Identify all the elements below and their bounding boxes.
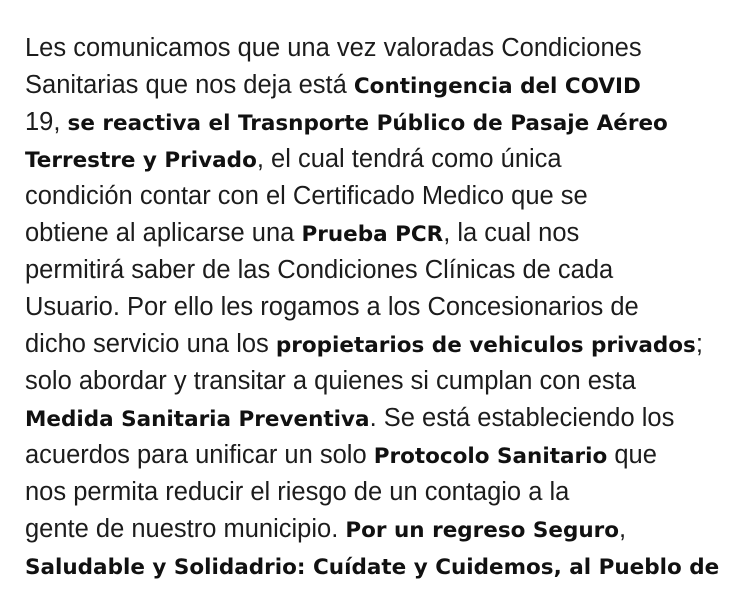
text-line <box>25 474 725 511</box>
text-segment: acuerdos para unificar un solo <box>25 441 374 469</box>
text-segment: Usuario. Por ello les rogamos a los Concesionarios de <box>25 293 639 321</box>
text-segment: ; <box>695 330 703 358</box>
bold-text-segment: Saludable y Solidadrio: Cuídate y Cuidemos, al Pueblo de <box>25 555 720 580</box>
bold-text-segment: se reactiva el Trasnporte Público de Pasaje Aéreo <box>67 111 668 136</box>
bold-text-segment: Protocolo Sanitario <box>373 444 608 469</box>
text-line <box>25 289 725 326</box>
bold-text-segment: propietarios de vehiculos privados <box>275 333 696 358</box>
text-line <box>25 30 725 67</box>
text-segment: 19, <box>25 108 68 136</box>
text-line <box>25 178 725 215</box>
text-line <box>25 215 725 252</box>
announcement-text <box>25 30 725 585</box>
text-line <box>25 548 725 585</box>
text-segment: Les comunicamos que una vez valoradas Condiciones <box>25 34 642 62</box>
text-segment: , el cual tendrá como única <box>256 145 562 173</box>
text-segment: . Se está estableciendo los <box>369 404 675 432</box>
text-line <box>25 437 725 474</box>
text-segment: solo abordar y transitar a quienes si cumplan con esta <box>25 367 636 395</box>
text-segment: obtiene al aplicarse una <box>25 219 302 247</box>
text-line <box>25 252 725 289</box>
text-segment: que <box>607 441 657 469</box>
text-segment: condición contar con el Certificado Medico que se <box>25 182 588 210</box>
text-line <box>25 67 725 104</box>
bold-text-segment: Contingencia del COVID <box>353 74 641 99</box>
text-line <box>25 400 725 437</box>
bold-text-segment: Prueba PCR <box>301 222 444 247</box>
text-segment: , la cual nos <box>443 219 580 247</box>
text-segment: gente de nuestro municipio. <box>25 515 346 543</box>
text-segment: , <box>619 515 627 543</box>
bold-text-segment: Medida Sanitaria Preventiva <box>25 407 370 432</box>
text-line <box>25 141 725 178</box>
text-segment: dicho servicio una los <box>25 330 276 358</box>
bold-text-segment: Por un regreso Seguro <box>345 518 620 543</box>
bold-text-segment: Terrestre y Privado <box>25 148 257 173</box>
text-segment: nos permita reducir el riesgo de un contagio a la <box>25 478 570 506</box>
text-segment: permitirá saber de las Condiciones Clínicas de cada <box>25 256 614 284</box>
text-line <box>25 511 725 548</box>
text-line <box>25 104 725 141</box>
text-line <box>25 326 725 363</box>
text-line <box>25 363 725 400</box>
text-segment: Sanitarias que nos deja está <box>25 71 354 99</box>
